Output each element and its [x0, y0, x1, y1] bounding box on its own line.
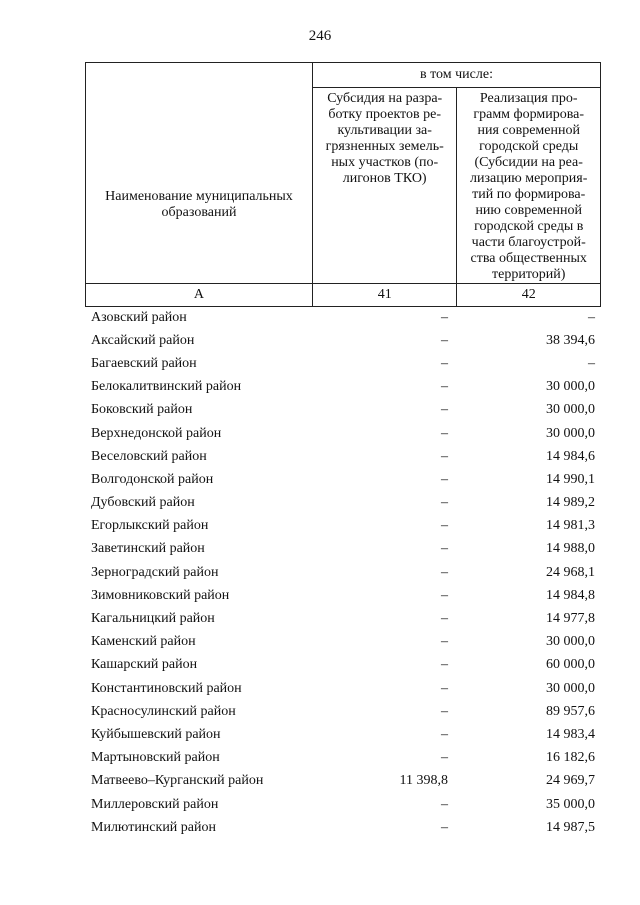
table-row [85, 329, 601, 352]
table-row [85, 352, 601, 375]
header-col-41-line: ных участков (по- [331, 155, 439, 170]
table-row [85, 631, 601, 654]
row-value-41: – [441, 402, 448, 418]
row-value-41: – [441, 355, 448, 371]
header-col-41-line: культивации за- [337, 123, 432, 138]
row-value-42: 14 989,2 [546, 495, 595, 511]
row-name: Багаевский район [91, 355, 197, 371]
row-value-42: 14 981,3 [546, 518, 595, 534]
row-value-42: 14 987,5 [546, 819, 595, 835]
row-value-41: – [441, 564, 448, 580]
row-value-42: 30 000,0 [546, 680, 595, 696]
header-col-42-line: грамм формирова- [473, 107, 585, 122]
row-value-41: – [441, 680, 448, 696]
row-value-41: – [441, 518, 448, 534]
table-row [85, 538, 601, 561]
row-value-42: 35 000,0 [546, 796, 595, 812]
header-col-41 [312, 88, 456, 284]
table-row [85, 770, 601, 793]
table-row [85, 677, 601, 700]
row-name: Кагальницкий район [91, 611, 215, 627]
row-name: Кашарский район [91, 657, 198, 673]
row-value-41: – [441, 471, 448, 487]
table-row [85, 515, 601, 538]
row-name: Каменский район [91, 634, 196, 650]
table-row [85, 607, 601, 630]
row-name: Красносулинский район [91, 703, 236, 719]
row-value-41: – [441, 309, 448, 325]
header-col-42-line: лизацию мероприя- [470, 171, 588, 186]
row-value-42: 14 977,8 [546, 611, 595, 627]
row-value-41: – [441, 657, 448, 673]
row-name: Егорлыкский район [91, 518, 209, 534]
row-value-42: 14 984,6 [546, 448, 595, 464]
row-name: Белокалитвинский район [91, 379, 242, 395]
header-name-line: образований [161, 205, 237, 220]
row-value-42: 24 968,1 [546, 564, 595, 580]
row-value-42: 14 988,0 [546, 541, 595, 557]
table-row [85, 399, 601, 422]
row-value-42: 89 957,6 [546, 703, 595, 719]
row-value-42: 14 984,8 [546, 587, 595, 603]
table-row [85, 468, 601, 491]
row-value-42: 24 969,7 [546, 773, 595, 789]
header-col-41-line: ботку проектов ре- [328, 107, 441, 122]
row-value-41: – [441, 796, 448, 812]
header-col-42-line: городской среды в [474, 219, 584, 234]
row-name: Аксайский район [91, 332, 195, 348]
row-value-42: – [588, 309, 595, 325]
header-col-42-line: части благоустрой- [471, 235, 586, 250]
row-value-41: – [441, 726, 448, 742]
row-name: Волгодонской район [91, 471, 214, 487]
row-name: Веселовский район [91, 448, 207, 464]
row-value-41: – [441, 587, 448, 603]
header-col-42-line: Реализация про- [479, 91, 578, 106]
row-value-42: 30 000,0 [546, 402, 595, 418]
row-value-41: – [441, 448, 448, 464]
row-value-42: 16 182,6 [546, 750, 595, 766]
row-value-41: – [441, 703, 448, 719]
header-group-label: в том числе: [312, 63, 600, 88]
row-value-41: – [441, 332, 448, 348]
row-value-42: 38 394,6 [546, 332, 595, 348]
header-col-42 [457, 88, 601, 284]
row-name: Милютинский район [91, 819, 217, 835]
header-col-42-line: территорий) [492, 267, 566, 282]
row-name: Дубовский район [91, 495, 195, 511]
header-col-42-line: ства общественных [470, 251, 587, 266]
table-row [85, 700, 601, 723]
table-row [85, 747, 601, 770]
row-value-41: 11 398,8 [399, 773, 448, 789]
table-row [85, 306, 601, 329]
row-name: Куйбышевский район [91, 726, 221, 742]
header-col-41-line: грязненных земель- [325, 139, 444, 154]
row-value-42: 60 000,0 [546, 657, 595, 673]
row-value-41: – [441, 425, 448, 441]
header-name-column [86, 63, 313, 284]
row-value-42: – [588, 355, 595, 371]
table-row [85, 561, 601, 584]
row-name: Зимовниковский район [91, 587, 230, 603]
row-name: Верхнедонской район [91, 425, 222, 441]
table-header [85, 62, 601, 307]
row-value-42: 30 000,0 [546, 379, 595, 395]
table-row [85, 584, 601, 607]
row-value-41: – [441, 495, 448, 511]
table-row [85, 793, 601, 816]
header-col-42-line: (Субсидии на реа- [474, 155, 583, 170]
row-name: Азовский район [91, 309, 187, 325]
row-name: Заветинский район [91, 541, 205, 557]
row-name: Константиновский район [91, 680, 242, 696]
column-letter-name: А [86, 284, 313, 307]
row-value-41: – [441, 750, 448, 766]
row-name: Боковский район [91, 402, 193, 418]
row-name: Миллеровский район [91, 796, 219, 812]
page-number: 246 [308, 28, 332, 44]
table-body [85, 306, 601, 839]
row-value-42: 14 983,4 [546, 726, 595, 742]
header-name-line: Наименование муниципальных [105, 189, 293, 204]
row-value-41: – [441, 379, 448, 395]
row-value-41: – [441, 541, 448, 557]
row-name: Зерноградский район [91, 564, 219, 580]
header-col-41-line: Субсидия на разра- [327, 91, 443, 106]
table-row [85, 816, 601, 839]
header-col-42-line: нию современной [475, 203, 582, 218]
row-value-41: – [441, 611, 448, 627]
column-number-41: 41 [312, 284, 456, 307]
header-col-42-line: ния современной [477, 123, 580, 138]
table-row [85, 492, 601, 515]
table-row [85, 654, 601, 677]
row-name: Мартыновский район [91, 750, 220, 766]
header-col-42-line: тий по формирова- [472, 187, 586, 202]
header-col-42-line: городской среды [479, 139, 579, 154]
table-row [85, 445, 601, 468]
row-value-41: – [441, 634, 448, 650]
header-col-41-line: лигонов ТКО) [342, 171, 427, 186]
column-number-42: 42 [457, 284, 601, 307]
table-row [85, 376, 601, 399]
row-value-42: 30 000,0 [546, 425, 595, 441]
row-name: Матвеево–Курганский район [91, 773, 264, 789]
row-value-42: 30 000,0 [546, 634, 595, 650]
row-value-41: – [441, 819, 448, 835]
table-row [85, 422, 601, 445]
row-value-42: 14 990,1 [546, 471, 595, 487]
table-row [85, 723, 601, 746]
